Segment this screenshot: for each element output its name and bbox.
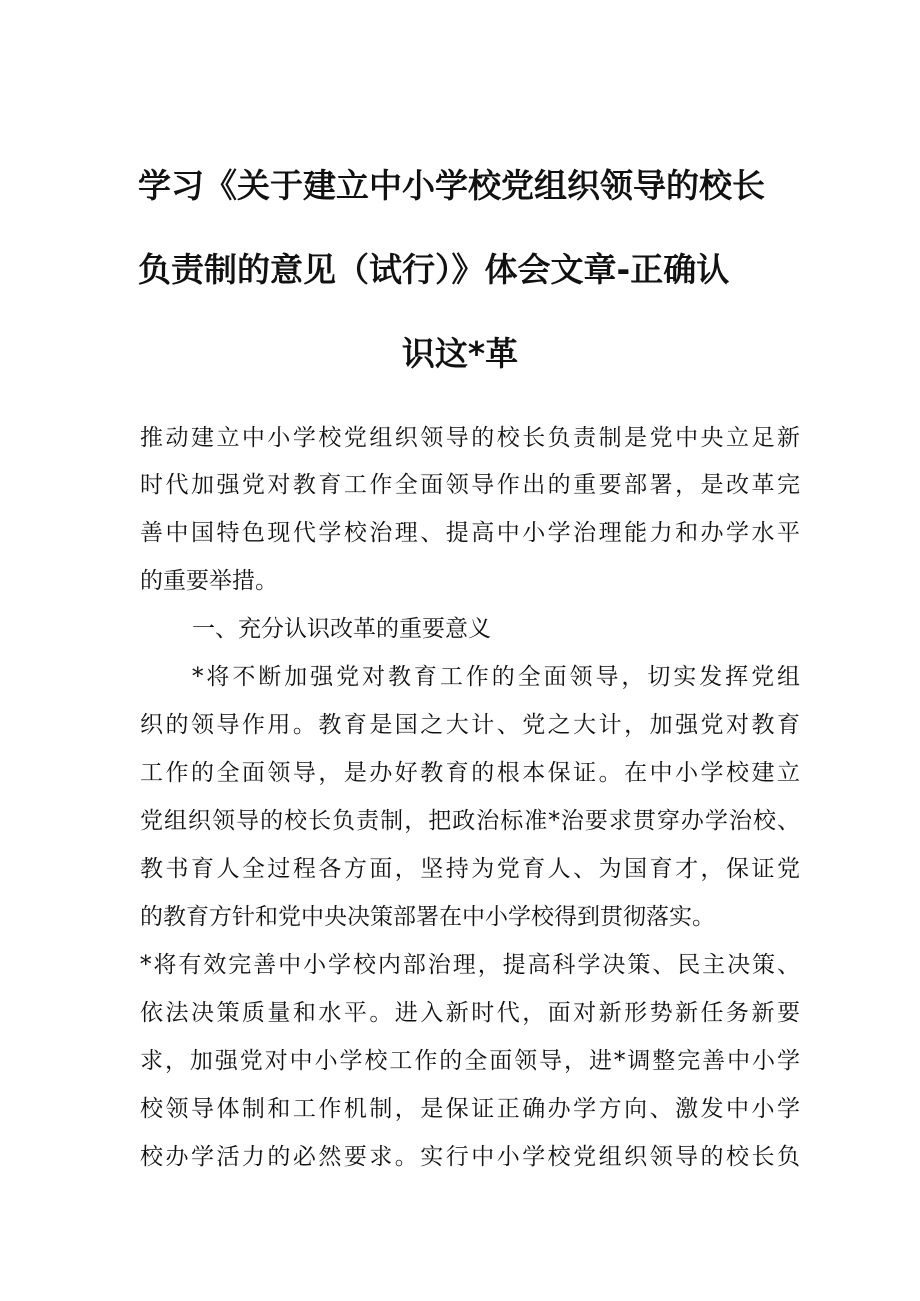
document-title-line-2: 负责制的意见（试行）》体会文章-正确认 [138,250,730,289]
intro-line: 时代加强党对教育工作全面领导作出的重要部署，是改革完 [140,472,800,498]
paragraph-line: 求，加强党对中小学校工作的全面领导，进*调整完善中小学 [140,1048,800,1074]
paragraph-line: 依法决策质量和水平。进入新时代，面对新形势新任务新要 [140,1000,800,1026]
paragraph-line: 织的领导作用。教育是国之大计、党之大计，加强党对教育 [140,712,800,738]
paragraph-line: 校办学活力的必然要求。实行中小学校党组织领导的校长负 [140,1144,800,1170]
intro-line: 的重要举措。 [140,568,278,594]
paragraph-line: 教书育人全过程各方面，坚持为党育人、为国育才，保证党 [140,856,800,882]
document-title-line-3: 识这*革 [401,334,519,373]
paragraph-line: *将有效完善中小学校内部治理，提高科学决策、民主决策、 [140,952,800,978]
paragraph-line: *将不断加强党对教育工作的全面领导，切实发挥党组 [192,664,800,690]
paragraph-line: 工作的全面领导，是办好教育的根本保证。在中小学校建立 [140,760,800,786]
paragraph-line: 党组织领导的校长负责制，把政治标准*治要求贯穿办学治校、 [140,808,800,834]
section-heading: 一、充分认识改革的重要意义 [192,616,491,642]
paragraph-line: 的教育方针和党中央决策部署在中小学校得到贯彻落实。 [140,904,715,930]
paragraph-line: 校领导体制和工作机制，是保证正确办学方向、激发中小学 [140,1096,800,1122]
intro-line: 推动建立中小学校党组织领导的校长负责制是党中央立足新 [140,425,800,451]
document-title-line-1: 学习《关于建立中小学校党组织领导的校长 [138,166,765,205]
intro-line: 善中国特色现代学校治理、提高中小学治理能力和办学水平 [140,520,800,546]
